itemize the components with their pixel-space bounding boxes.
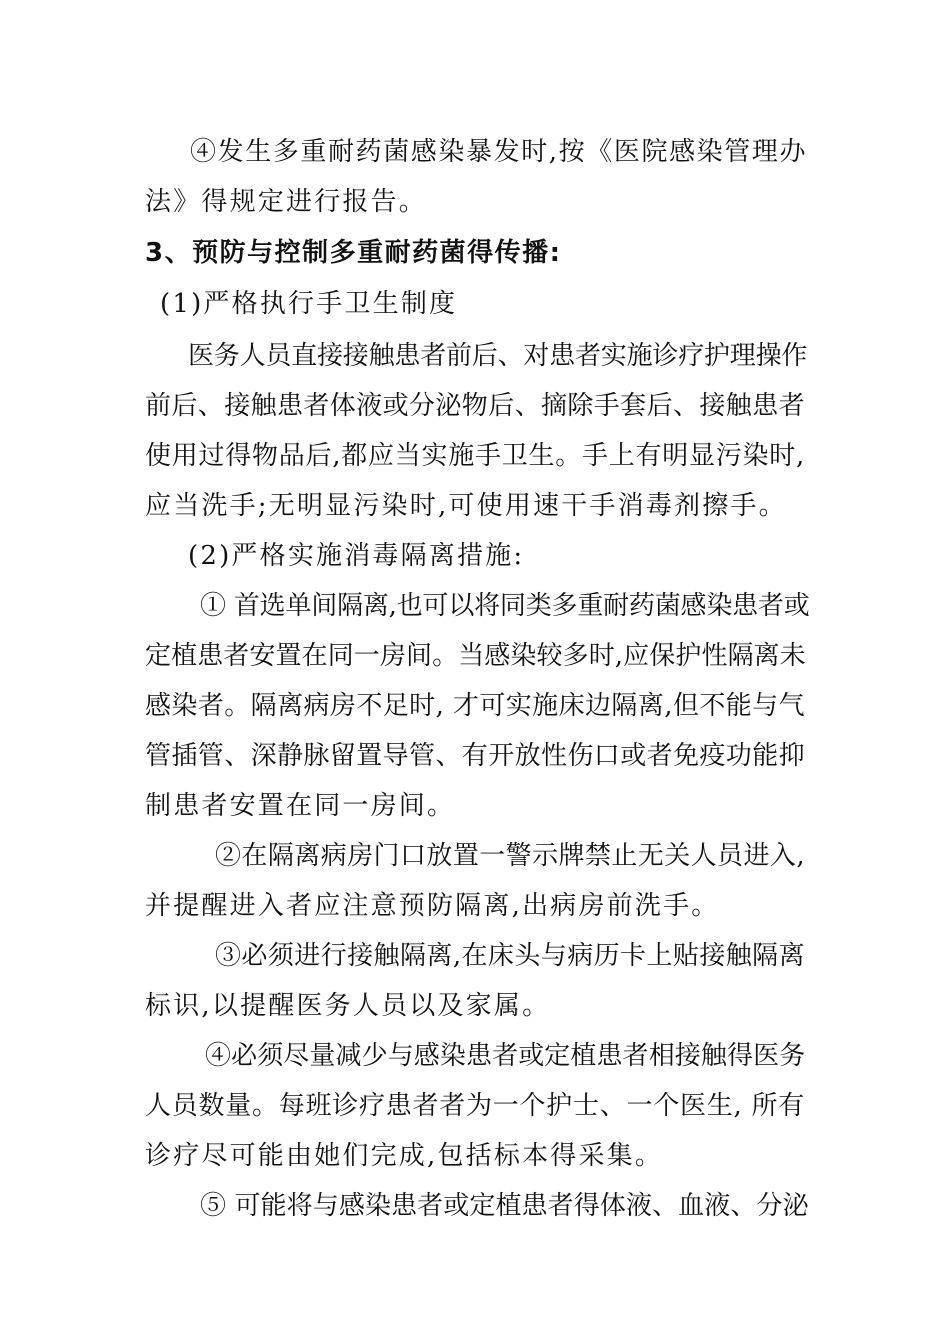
text-line-22: ⑤ 可能将与感染患者或定植患者得体液、血液、分泌 xyxy=(200,1191,809,1221)
text-line-7: 使用过得物品后,都应当实施手卫生。手上有明显污染时, xyxy=(145,441,805,471)
text-line-6: 前后、接触患者体液或分泌物后、摘除手套后、接触患者 xyxy=(145,391,806,421)
text-line-21: 诊疗尽可能由她们完成,包括标本得采集。 xyxy=(145,1141,664,1171)
subsection-heading-1: (1)严格执行手卫生制度 xyxy=(160,289,458,319)
text-line-5: 医务人员直接接触患者前后、对患者实施诊疗护理操作 xyxy=(188,341,808,371)
text-line-13: 管插管、深静脉留置导管、有开放性伤口或者免疫功能抑 xyxy=(145,741,806,771)
text-line-8: 应当洗手;无明显污染时,可使用速干手消毒剂擦手。 xyxy=(145,491,787,521)
subsection-heading-2: (2)严格实施消毒隔离措施: xyxy=(188,541,525,571)
text-line-11: 定植患者安置在同一房间。当感染较多时,应保护性隔离未 xyxy=(145,641,806,671)
text-line-15: ②在隔离病房门口放置一警示牌禁止无关人员进入, xyxy=(215,841,805,871)
text-line-10: ① 首选单间隔离,也可以将同类多重耐药菌感染患者或 xyxy=(200,591,810,621)
text-line-2: 法》得规定进行报告。 xyxy=(145,187,428,217)
text-line-1: ④发生多重耐药菌感染暴发时,按《医院感染管理办 xyxy=(190,137,808,167)
text-line-19: ④必须尽量减少与感染患者或定植患者相接触得医务 xyxy=(205,1041,806,1071)
text-line-17: ③必须进行接触隔离,在床头与病历卡上贴接触隔离 xyxy=(215,941,805,971)
text-line-12: 感染者。隔离病房不足时, 才可实施床边隔离,但不能与气 xyxy=(145,691,805,721)
section-heading: 3、预防与控制多重耐药菌得传播: xyxy=(145,238,562,268)
text-line-20: 人员数量。每班诊疗患者者为一个护士、一个医生, 所有 xyxy=(145,1091,805,1121)
text-line-14: 制患者安置在同一房间。 xyxy=(145,791,456,821)
text-line-18: 标识,以提醒医务人员以及家属。 xyxy=(145,991,551,1021)
text-line-16: 并提醒进入者应注意预防隔离,出病房前洗手。 xyxy=(145,891,720,921)
